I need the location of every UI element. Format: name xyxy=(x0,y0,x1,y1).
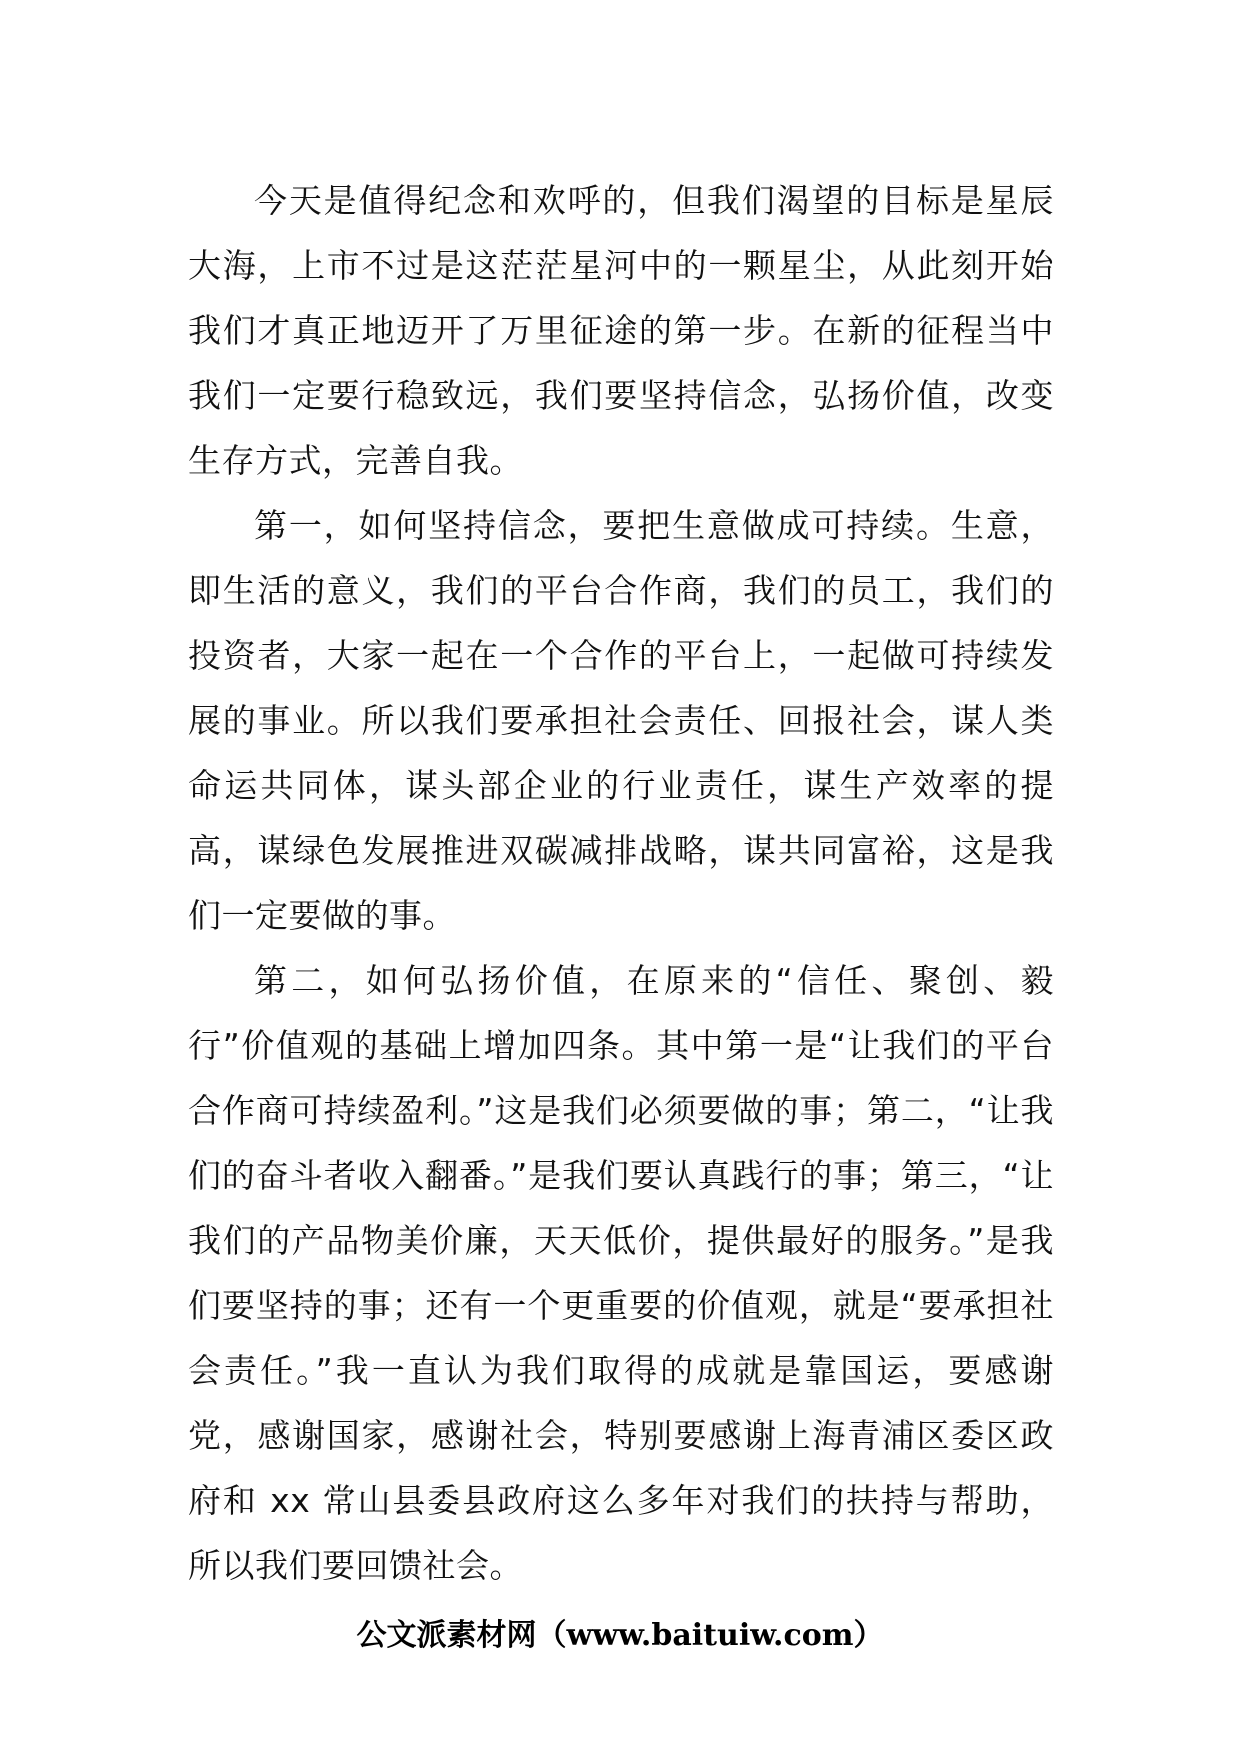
document-body xyxy=(188,168,1054,1598)
paragraph-3: 第二，如何弘扬价值，在原来的“信任、聚创、毅行”价值观的基础上增加四条。其中第一是“让我们的平台合作商可持续盈利。”这是我们必须要做的事；第二，“让我们的奋斗者收入翻番。”是我们要认真践行的事；第三，“让我们的产品物美价廉，天天低价，提供最好的服务。”是我们要坚持的事；还有一个更重要的价值观，就是“要承担社会责任。”我一直认为我们取得的成就是靠国运，要感谢党，感谢国家，感谢社会，特别要感谢上海青浦区委区政府和 xx 常山县委县政府这么多年对我们的扶持与帮助，所以我们要回馈社会。 xyxy=(188,961,1054,1585)
footer-watermark: 公文派素材网（www.baituiw.com） xyxy=(356,1618,884,1653)
paragraph-2: 第一，如何坚持信念，要把生意做成可持续。生意，即生活的意义，我们的平台合作商，我们的员工，我们的投资者，大家一起在一个合作的平台上，一起做可持续发展的事业。所以我们要承担社会责任、回报社会，谋人类命运共同体，谋头部企业的行业责任，谋生产效率的提高，谋绿色发展推进双碳减排战略，谋共同富裕，这是我们一定要做的事。 xyxy=(188,506,1054,935)
paragraph-1: 今天是值得纪念和欢呼的，但我们渴望的目标是星辰大海，上市不过是这茫茫星河中的一颗星尘，从此刻开始我们才真正地迈开了万里征途的第一步。在新的征程当中我们一定要行稳致远，我们要坚持信念，弘扬价值，改变生存方式，完善自我。 xyxy=(188,181,1054,480)
